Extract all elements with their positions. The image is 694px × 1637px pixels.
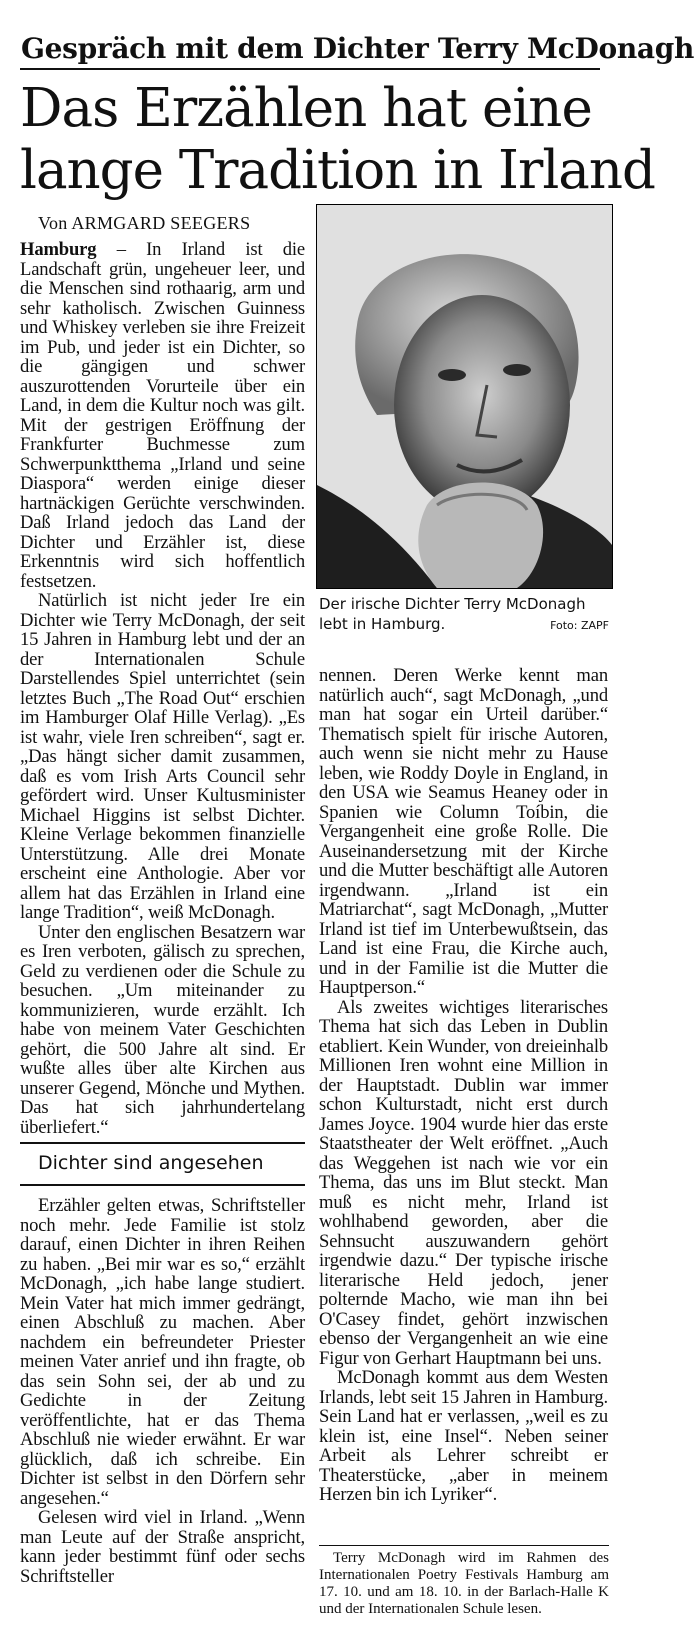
subhead-rule-top [20,1142,305,1144]
article-headline [20,78,655,202]
bio-rule [319,1545,609,1546]
body-column-1 [20,239,305,1138]
author-bio [319,1550,609,1618]
photo-credit: Foto: ZAPF [550,619,609,632]
portrait-illustration [317,205,612,588]
author-photo [316,204,613,589]
headline-line-1: Das Erzählen hat eine [20,78,592,139]
body-column-2 [319,666,608,1546]
headline-line-2: lange Tradition in Irland [20,140,655,201]
paragraph-1-text: – In Irland ist die Landschaft grün, ungeheuer leer, und die Menschen sind rothaarig, arm und sehr katholisch. Zwischen Guinness und Whiskey verleben sie ihre Freizeit im Pub, und jeder ist ein Dichter, so die gängigen und schwer auszurottenden Vorurteile über ein Land, in dem die Kultur noch was gilt. Mit der gestrigen Eröffnung der Frankfurter Buchmesse zum Schwerpunktthema „Irland und seine Diaspora“ werden einige dieser hartnäckigen Gerüchte verschwinden. Daß Irland jedoch das Land der Dichter und Erzähler ist, diese Erkenntnis wird sich hoffentlich festsetzen. [20,239,305,592]
paragraph-1 [20,240,305,591]
dateline: Hamburg [20,239,97,260]
byline: Von ARMGARD SEEGERS [38,213,251,233]
paragraph-2: Natürlich ist nicht jeder Ire ein Dichter wie Terry McDonagh, der seit 15 Jahren in Hamburg lebt und der an der Internationalen Schule Darstellendes Spiel unterrichtet (sein letztes Buch „The Road Out“ erschien im Hamburger Olaf Hille Verlag). „Es ist wahr, viele Iren schreiben“, sagt er. „Das hängt sicher damit zusammen, daß es vom Irish Arts Council sehr gefördert wird. Unser Kultusminister Michael Higgins ist selbst Dichter. Kleine Verlage bekommen finanzielle Unterstützung. Alle drei Monate erscheint eine Anthologie. Aber vor allem hat das Erzählen in Irland eine lange Tradition“, weiß McDonagh. [20,590,305,923]
body-column-1-bottom [20,1196,305,1626]
article-kicker: Gespräch mit dem Dichter Terry McDonagh [21,32,694,65]
paragraph-6: Als zweites wichtiges literarisches Thema hat sich das Leben in Dublin etabliert. Kein Wunder, von dreieinhalb Millionen Iren wohnt eine Million in der Hauptstadt. Dublin war immer schon Kulturstadt, nicht erst durch James Joyce. 1904 wurde hier das erste Staatstheater der Welt eröffnet. „Auch das Weggehen ist nach wie vor ein Thema, das uns im Blut steckt. Man muß es nicht mehr, Irland ist wohlhabend geworden, aber die Sehnsucht auszuwandern gehört irgendwie dazu.“ Der typische irische literarische Held jedoch, jener polternde Macho, wie man ihn bei O'Casey findet, gehört inzwischen ebenso der Vergangenheit an wie eine Figur von Gerhart Hauptmann bei uns. [319,996,608,1369]
subhead-rule-bottom [20,1184,305,1186]
paragraph-4: Erzähler gelten etwas, Schriftsteller noch mehr. Jede Familie ist stolz darauf, einen Dichter in ihren Reihen zu haben. „Bei mir war es so,“ erzählt McDonagh, „ich habe lange studiert. Mein Vater hat mich immer gedrängt, einen Abschluß zu machen. Aber nachdem ein befreundeter Priester meinen Vater anrief und ihn fragte, ob das sein Sohn sei, der ab und zu Gedichte in der Zeitung veröffentlichte, hat er das Thema Abschluß nie wieder erwähnt. Er war glücklich, daß ich schreibe. Ein Dichter ist selbst in den Dörfern sehr angesehen.“ [20,1195,305,1509]
photo-caption [319,594,609,636]
section-subhead: Dichter sind angesehen [38,1152,264,1174]
paragraph-3: Unter den englischen Besatzern war es Iren verboten, gälisch zu sprechen, Geld zu verdienen oder die Schule zu besuchen. „Um miteinander zu kommunizieren, wurde erzählt. Ich habe von meinem Vater Geschichten gehört, die 500 Jahre alt sind. Er wußte alles über alte Kirchen aus unserer Gegend, Mönche und Mythen. Das hat sich jahrhundertelang überliefert.“ [20,921,305,1138]
caption-text: Der irische Dichter Terry McDonagh lebt in Hamburg. [319,595,586,633]
kicker-rule [20,68,600,70]
bio-text: Terry McDonagh wird im Rahmen des Internationalen Poetry Festivals Hamburg am 17. 10. und am 18. 10. in der Barlach-Halle K und der Internationalen Schule lesen. [319,1550,609,1617]
paragraph-5-continued: nennen. Deren Werke kennt man natürlich auch“, sagt McDonagh, „und man hat sogar ein Urteil darüber.“ Thematisch spielt für irische Autoren, auch wenn sie nicht mehr zu Hause leben, wie Roddy Doyle in England, in den USA wie Seamus Heaney oder in Spanien wie Column Toíbin, die Vergangenheit eine große Rolle. Die Auseinandersetzung mit der Kirche und die Mutter beschäftigt alle Autoren irgendwann. „Irland ist ein Matriarchat“, sagt McDonagh, „Mutter Irland ist tief im Unterbewußtsein, das Land ist eine Frau, die Kirche auch, und in der Familie ist die Mutter die Hauptperson.“ [319,665,608,998]
paragraph-5: Gelesen wird viel in Irland. „Wenn man Leute auf der Straße anspricht, kann jeder bestimmt fünf oder sechs Schriftsteller [20,1507,305,1587]
paragraph-7: McDonagh kommt aus dem Westen Irlands, lebt seit 15 Jahren in Hamburg. Sein Land hat er verlassen, „weil es zu klein ist, eine Insel“. Neben seiner Arbeit als Lehrer schreibt er Theaterstücke, „aber in meinem Herzen bin ich Lyriker“. [319,1367,608,1505]
